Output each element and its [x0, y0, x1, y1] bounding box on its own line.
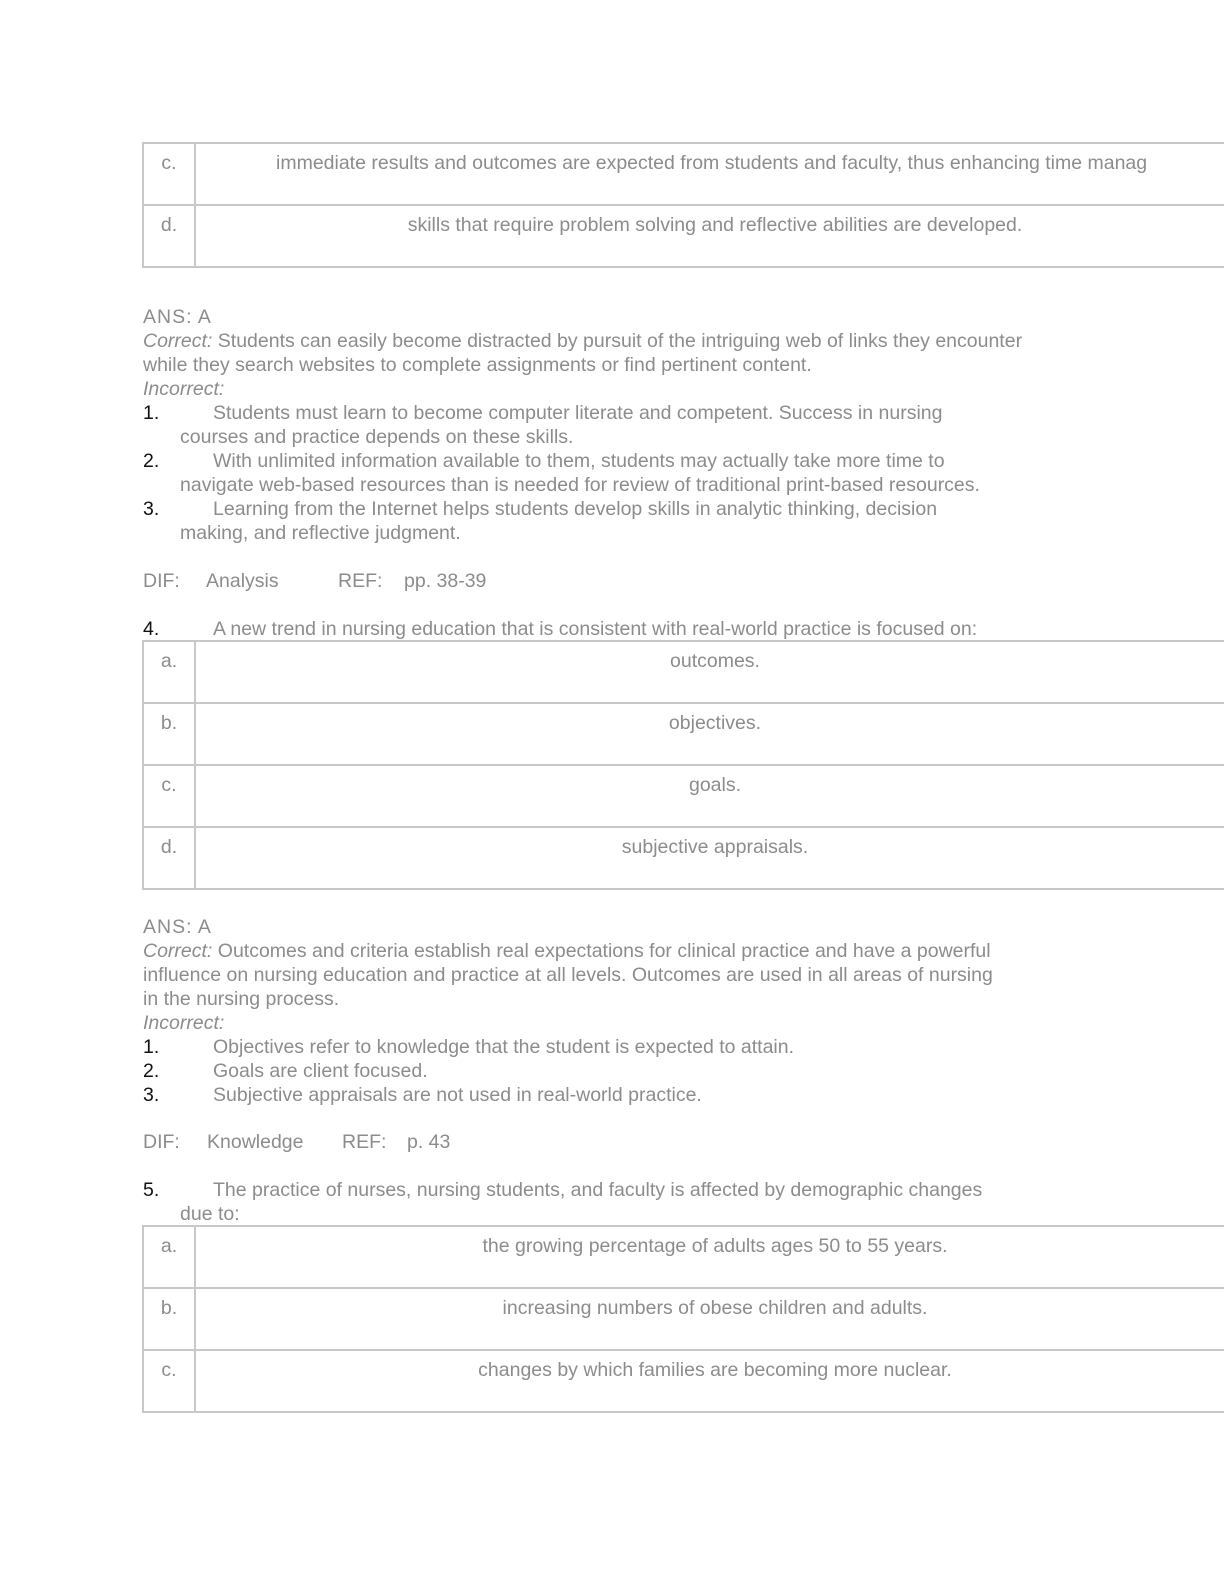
question-4	[143, 617, 977, 641]
option-row	[143, 1288, 1224, 1350]
option-row	[143, 641, 1224, 703]
option-text: goals.	[195, 765, 1224, 827]
options-table-q3	[142, 142, 1224, 268]
option-letter: c.	[143, 765, 195, 827]
item-text: Students must learn to become computer literate and competent. Success in nursing	[213, 402, 943, 424]
item-number: 3.	[143, 1084, 160, 1106]
item-number: 2.	[143, 1060, 160, 1082]
item-text: Learning from the Internet helps students develop skills in analytic thinking, decision	[213, 498, 938, 520]
option-text: outcomes.	[195, 641, 1224, 703]
incorrect-item	[143, 1035, 1103, 1059]
option-letter: b.	[143, 703, 195, 765]
question-text: A new trend in nursing education that is consistent with real-world practice is focused on:	[213, 618, 978, 640]
options-table-q5	[142, 1225, 1224, 1413]
item-text: With unlimited information available to them, students may actually take more time to	[213, 450, 945, 472]
option-text: changes by which families are becoming more nuclear.	[195, 1350, 1224, 1412]
dif-ref-line-q3	[143, 569, 486, 593]
correct-rationale	[143, 939, 1103, 963]
option-letter: a.	[143, 1226, 195, 1288]
option-letter: c.	[143, 1350, 195, 1412]
incorrect-label: Incorrect:	[143, 1012, 225, 1034]
dif-label: DIF:	[143, 1131, 180, 1153]
option-text: immediate results and outcomes are expected from students and faculty, thus enhancing time manag	[195, 143, 1224, 205]
correct-label: Correct:	[143, 330, 213, 352]
ref-label: REF:	[342, 1131, 387, 1153]
correct-text-line: in the nursing process.	[143, 988, 340, 1010]
question-number: 5.	[143, 1179, 160, 1201]
correct-text: Students can easily become distracted by pursuit of the intriguing web of links they encounter while they search websites to complete assignments or find pertinent content.	[143, 330, 1023, 376]
item-text-cont: navigate web-based resources than is needed for review of traditional print-based resources.	[180, 474, 980, 496]
option-row	[143, 1226, 1224, 1288]
answer-block-q3	[143, 305, 1023, 545]
option-text: the growing percentage of adults ages 50 to 55 years.	[195, 1226, 1224, 1288]
dif-ref-line-q4	[143, 1130, 450, 1154]
options-table-q4	[142, 640, 1224, 890]
option-row	[143, 143, 1224, 205]
incorrect-item	[143, 449, 1023, 497]
option-text: increasing numbers of obese children and adults.	[195, 1288, 1224, 1350]
question-text-cont: due to:	[180, 1203, 240, 1225]
question-text: The practice of nurses, nursing students, and faculty is affected by demographic changes	[213, 1179, 983, 1201]
item-number: 3.	[143, 498, 160, 520]
dif-value: Knowledge	[207, 1131, 304, 1153]
dif-value: Analysis	[206, 570, 279, 592]
correct-label: Correct:	[143, 940, 213, 962]
item-number: 1.	[143, 402, 160, 424]
item-text: Subjective appraisals are not used in real-world practice.	[213, 1084, 702, 1106]
correct-text: Outcomes and criteria establish real expectations for clinical practice and have a powerful	[212, 940, 991, 962]
option-letter: b.	[143, 1288, 195, 1350]
ref-value: p. 43	[407, 1131, 451, 1153]
item-text-cont: making, and reflective judgment.	[180, 522, 461, 544]
option-text: subjective appraisals.	[195, 827, 1224, 889]
answer-line: ANS: A	[143, 916, 212, 938]
incorrect-label: Incorrect:	[143, 378, 225, 400]
incorrect-item	[143, 1083, 1103, 1107]
item-text-cont: courses and practice depends on these skills.	[180, 426, 574, 448]
option-row	[143, 1350, 1224, 1412]
incorrect-item	[143, 497, 1023, 545]
item-text: Goals are client focused.	[213, 1060, 428, 1082]
question-5	[143, 1178, 1103, 1226]
ref-label: REF:	[338, 570, 383, 592]
correct-text-line: influence on nursing education and practice at all levels. Outcomes are used in all areas of nursing	[143, 964, 993, 986]
option-row	[143, 205, 1224, 267]
item-number: 1.	[143, 1036, 160, 1058]
option-row	[143, 703, 1224, 765]
answer-block-q4	[143, 915, 1103, 1107]
ref-value: pp. 38-39	[404, 570, 487, 592]
incorrect-item	[143, 401, 1023, 449]
option-letter: d.	[143, 205, 195, 267]
option-row	[143, 765, 1224, 827]
option-row	[143, 827, 1224, 889]
option-text: objectives.	[195, 703, 1224, 765]
answer-line: ANS: A	[143, 306, 212, 328]
item-text: Objectives refer to knowledge that the student is expected to attain.	[213, 1036, 795, 1058]
incorrect-item	[143, 1059, 1103, 1083]
question-number: 4.	[143, 618, 160, 640]
option-letter: a.	[143, 641, 195, 703]
option-text: skills that require problem solving and reflective abilities are developed.	[195, 205, 1224, 267]
correct-rationale	[143, 329, 1023, 377]
dif-label: DIF:	[143, 570, 180, 592]
option-letter: d.	[143, 827, 195, 889]
option-letter: c.	[143, 143, 195, 205]
item-number: 2.	[143, 450, 160, 472]
